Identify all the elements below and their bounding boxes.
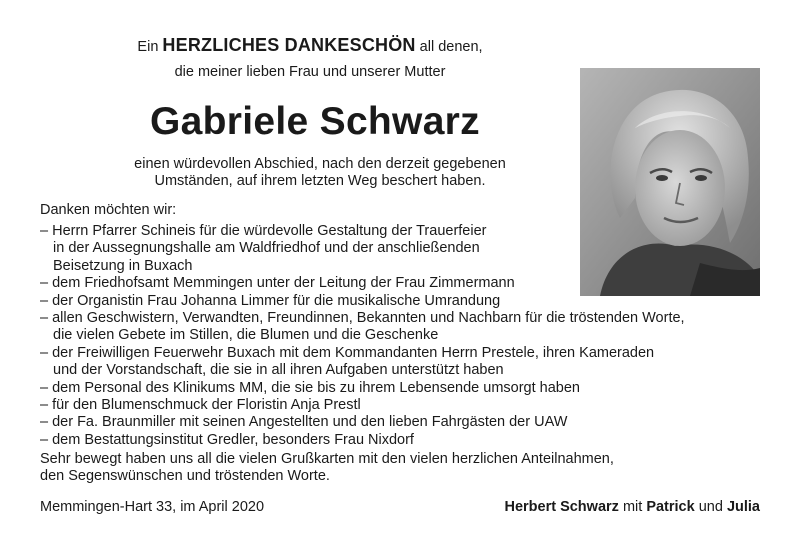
header-post: all denen, — [419, 39, 483, 55]
deceased-name: Gabriele Schwarz — [150, 100, 480, 143]
signature-conj-1: mit — [622, 499, 643, 515]
intro-line-2: Umständen, auf ihrem letzten Weg beschert haben. — [154, 173, 486, 189]
thanks-line: – dem Bestattungsinstitut Gredler, besonders Frau Nixdorf — [40, 431, 414, 448]
thanks-line: und der Vorstandschaft, die sie in all ihren Aufgaben unterstützt haben — [53, 362, 504, 379]
header-pre: Ein — [137, 39, 159, 55]
signature-name-2: Patrick — [646, 499, 695, 515]
signature-name-3: Julia — [726, 499, 760, 515]
signature-name-1: Herbert Schwarz — [504, 499, 619, 515]
signature-conj-2: und — [698, 499, 723, 515]
portrait-photo-drawing — [580, 68, 760, 296]
thanks-line: – dem Friedhofsamt Memmingen unter der Leitung der Frau Zimmermann — [40, 275, 515, 292]
thanks-line: – der Fa. Braunmiller mit seinen Angestellten und den lieben Fahrgästen der UAW — [40, 414, 568, 431]
signature — [504, 498, 760, 516]
thanks-line: – Herrn Pfarrer Schineis für die würdevolle Gestaltung der Trauerfeier — [40, 223, 487, 239]
thanks-heading: Danken möchten wir: — [40, 202, 177, 218]
thanks-line: die vielen Gebete im Stillen, die Blumen und die Geschenke — [53, 327, 439, 344]
thanks-line: – der Organistin Frau Johanna Limmer für die musikalische Umrandung — [40, 292, 501, 309]
intro-line-1: einen würdevollen Abschied, nach den derzeit gegebenen — [134, 156, 506, 172]
closing-line-2: den Segenswünschen und tröstenden Worte. — [40, 468, 330, 484]
closing-line-1: Sehr bewegt haben uns all die vielen Grußkarten mit den vielen herzlichen Anteilnahmen, — [40, 451, 614, 467]
thanks-line: – der Freiwilligen Feuerwehr Buxach mit dem Kommandanten Herrn Prestele, ihren Kameraden — [40, 344, 655, 361]
place-date: Memmingen-Hart 33, im April 2020 — [40, 499, 265, 515]
header-bold: HERZLICHES DANKESCHÖN — [162, 35, 416, 55]
thanks-line: – für den Blumenschmuck der Floristin Anja Prestl — [40, 397, 361, 413]
thanks-line: Beisetzung in Buxach — [53, 257, 193, 274]
portrait-photo — [580, 68, 760, 296]
thanks-line: in der Aussegnungshalle am Waldfriedhof und der anschließenden — [53, 240, 480, 257]
header-line-1 — [60, 36, 560, 56]
header-line-2: die meiner lieben Frau und unserer Mutter — [174, 64, 446, 80]
thanks-line: – allen Geschwistern, Verwandten, Freundinnen, Bekannten und Nachbarn für die tröstenden Worte, — [40, 310, 685, 326]
thanks-line: – dem Personal des Klinikums MM, die sie bis zu ihrem Lebensende umsorgt haben — [40, 379, 580, 396]
